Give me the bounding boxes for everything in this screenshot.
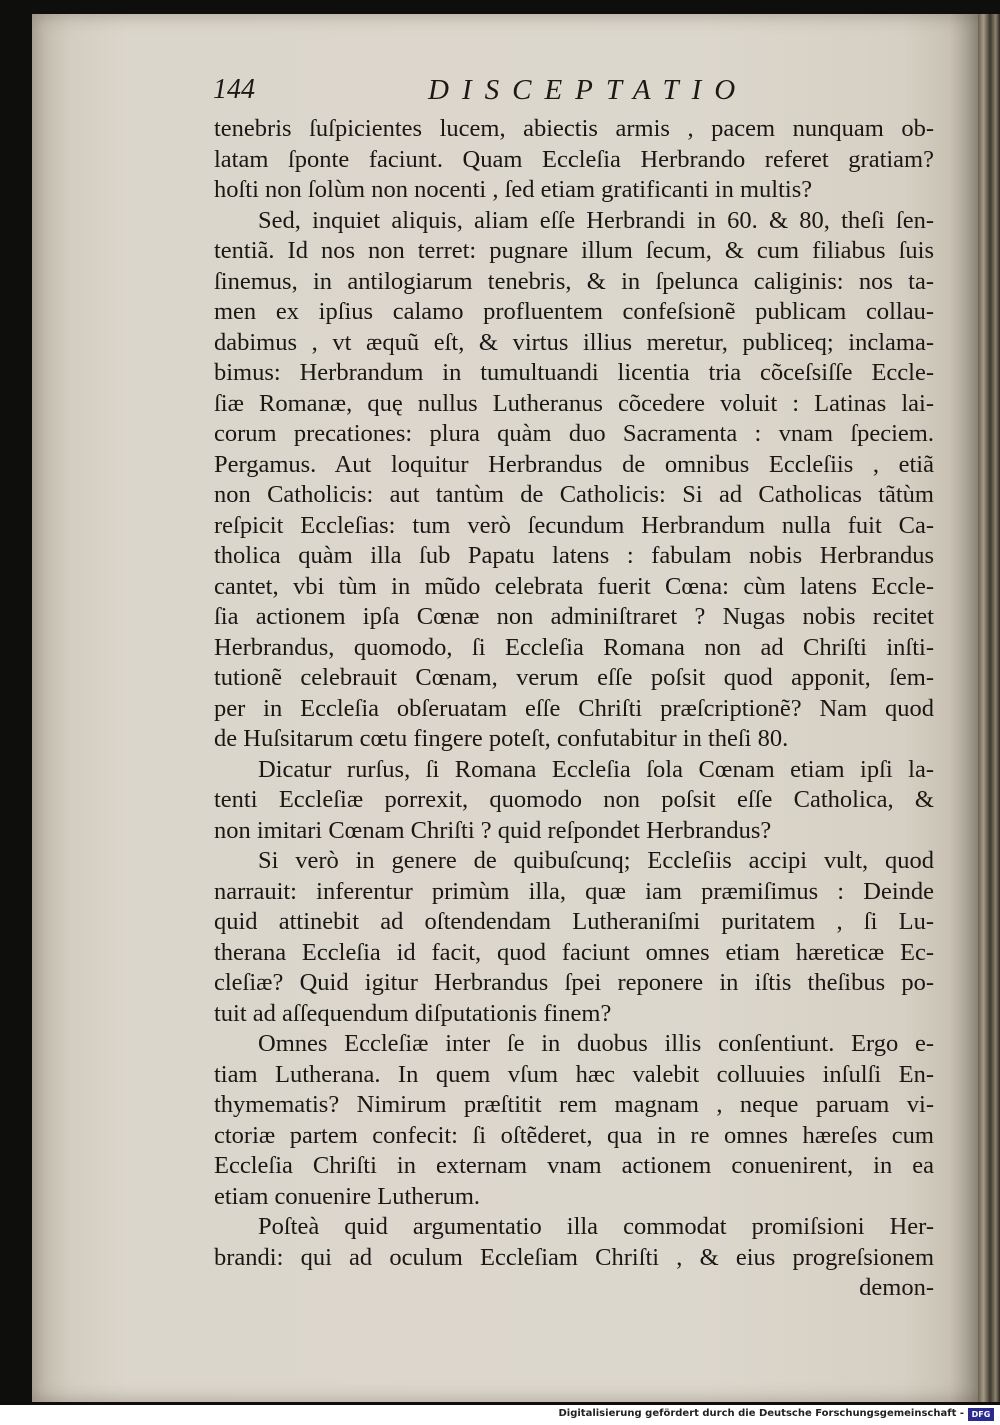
text-line: tholica quàm illa ſub Papatu latens : fabulam nobis Herbrandus: [214, 542, 934, 569]
text-line: etiam conuenire Lutherum.: [214, 1182, 480, 1210]
text-line: tuit ad aſſequendum diſputationis finem?: [214, 999, 612, 1027]
text-line: Dicatur rurſus, ſi Romana Eccleſia ſola Cœnam etiam ipſi la-: [258, 755, 934, 783]
text-line: Pergamus. Aut loquitur Herbrandus de omnibus Eccleſiis , etiã: [214, 450, 934, 478]
text-line: narrauit: inferentur primùm illa, quæ iam præmiſimus : Deinde: [214, 877, 934, 905]
text-line: per in Eccleſia obſeruatam eſſe Chriſti præſcriptionẽ? Nam quod: [214, 694, 934, 722]
text-line: Omnes Eccleſiæ inter ſe in duobus illis conſentiunt. Ergo e-: [258, 1030, 934, 1057]
running-title: DISCEPTATIO: [428, 74, 749, 106]
page-header: [213, 70, 933, 114]
text-line: ſia actionem ipſa Cœnæ non adminiſtraret ? Nugas nobis recitet: [214, 603, 934, 630]
footer: [0, 1405, 1000, 1425]
text-line: tentiã. Id nos non terret: pugnare illum ſecum, & cum filiabus ſuis: [214, 237, 934, 264]
text-line: Poſteà quid argumentatio illa commodat promiſsioni Her-: [258, 1213, 934, 1240]
catchword: demon-: [859, 1274, 934, 1301]
text-line: Sed, inquiet aliquis, aliam eſſe Herbrandi in 60. & 80, theſi ſen-: [258, 206, 934, 234]
text-line: Herbrandus, quomodo, ſi Eccleſia Romana non ad Chriſti inſti-: [214, 633, 934, 661]
text-line: bimus: Herbrandum in tumultuandi licentia tria cõceſsiſſe Eccle-: [214, 359, 934, 386]
funding-credit: Digitalisierung gefördert durch die Deutsche Forschungsgemeinschaft -: [558, 1408, 964, 1419]
text-line: cleſiæ? Quid igitur Herbrandus ſpei reponere in iſtis theſibus po-: [214, 969, 934, 996]
text-line: brandi: qui ad oculum Eccleſiam Chriſti , & eius progreſsionem: [214, 1243, 934, 1271]
text-line: quid attinebit ad oſtendendam Lutheraniſmi puritatem , ſi Lu-: [214, 908, 934, 935]
text-line: latam ſponte faciunt. Quam Eccleſia Herbrando referet gratiam?: [214, 145, 934, 173]
text-line: men ex ipſius calamo profluentem confeſsionẽ publicam collau-: [214, 298, 934, 325]
text-line: non Catholicis: aut tantùm de Catholicis: Si ad Catholicas tãtùm: [214, 481, 934, 508]
page-edge: [978, 14, 1000, 1402]
text-line: de Huſsitarum cœtu fingere poteſt, confutabitur in theſi 80.: [214, 725, 789, 752]
page-number: 144: [213, 74, 255, 105]
text-line: tenebris ſuſpicientes lucem, abiectis armis , pacem nunquam ob-: [214, 115, 934, 142]
body-text: [214, 114, 934, 1304]
text-line: reſpicit Eccleſias: tum verò ſecundum Herbrandum nulla fuit Ca-: [214, 511, 934, 539]
text-line: dabimus , vt æquũ eſt, & virtus illius meretur, publiceq; inclama-: [214, 328, 934, 356]
text-line: tiam Lutherana. In quem vſum hæc valebit colluuies inſulſi En-: [214, 1060, 934, 1088]
text-line: Si verò in genere de quibuſcunq; Eccleſiis accipi vult, quod: [258, 847, 934, 874]
text-line: cantet, vbi tùm in mũdo celebrata fuerit Cœna: cùm latens Eccle-: [214, 572, 934, 600]
text-line: ſiæ Romanæ, quę nullus Lutheranus cõcedere voluit : Latinas lai-: [214, 389, 934, 417]
text-line: tenti Eccleſiæ porrexit, quomodo non poſsit eſſe Catholica, &: [214, 786, 934, 813]
text-line: hoſti non ſolùm non nocenti , ſed etiam gratificanti in multis?: [214, 176, 813, 203]
text-line: tutionẽ celebrauit Cœnam, verum eſſe poſsit quod apponit, ſem-: [214, 664, 934, 691]
text-line: corum precationes: plura quàm duo Sacramenta : vnam ſpeciem.: [214, 420, 934, 447]
text-line: Eccleſia Chriſti in externam vnam actionem conuenirent, in ea: [214, 1152, 934, 1179]
text-line: ſinemus, in antilogiarum tenebris, & in ſpelunca caliginis: nos ta-: [214, 267, 934, 295]
text-line: ctoriæ partem confecit: ſi oſtẽderet, qua in re omnes hæreſes cum: [214, 1121, 934, 1149]
text-line: thymematis? Nimirum præſtitit rem magnam , neque paruam vi-: [214, 1091, 934, 1118]
text-line: non imitari Cœnam Chriſti ? quid reſpondet Herbrandus?: [214, 816, 772, 844]
text-line: therana Eccleſia id facit, quod faciunt omnes etiam hæreticæ Ec-: [214, 938, 934, 966]
dfg-logo: DFG: [968, 1408, 994, 1421]
